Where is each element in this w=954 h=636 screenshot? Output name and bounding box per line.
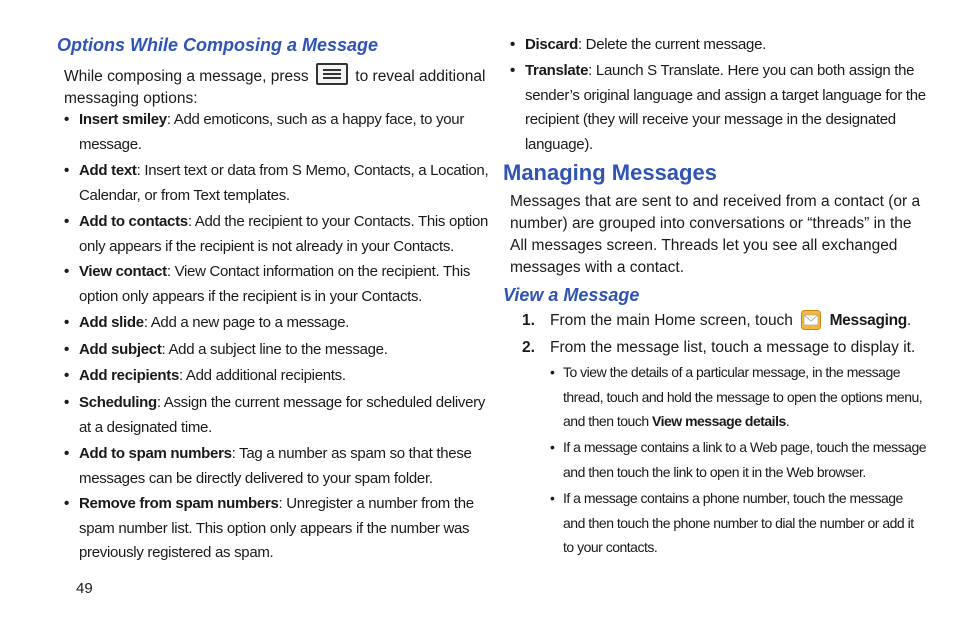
bullet-icon: •	[64, 263, 69, 280]
step-end: .	[906, 312, 912, 329]
bullet-icon: •	[550, 364, 555, 380]
option-desc-cont: messages can be directly delivered to your spam folder.	[79, 469, 433, 487]
option-desc-cont: at a designated time.	[79, 418, 212, 436]
option-desc-cont: only appears if the recipient is not already in your Contacts.	[79, 237, 454, 255]
bullet-icon: •	[64, 314, 69, 331]
option-item	[64, 210, 489, 259]
option-item	[64, 108, 465, 157]
option-desc-cont: previously registered as spam.	[79, 544, 274, 561]
step-bold-term: Messaging	[829, 312, 907, 329]
sub-end: .	[785, 413, 790, 429]
bullet-icon: •	[550, 490, 555, 506]
managing-line: Messages that are sent to and received from a contact (or a	[510, 193, 921, 210]
bullet-icon: •	[64, 341, 69, 358]
step-number: 2.	[522, 339, 535, 356]
bullet-icon: •	[510, 36, 515, 53]
option-term: Insert smiley	[79, 111, 167, 128]
sub-bullet-phone-number	[550, 486, 914, 560]
option-desc: : Add a new page to a message.	[143, 314, 350, 331]
option-item	[64, 260, 471, 309]
bullet-icon: •	[64, 213, 69, 230]
intro-text-before: While composing a message, press	[64, 68, 309, 85]
option-term: Discard	[525, 36, 578, 53]
sub-line: and then touch the phone number to dial the number or add it	[563, 514, 914, 531]
sub-line: If a message contains a phone number, touch the message	[563, 490, 903, 506]
bullet-icon: •	[64, 367, 69, 384]
step-text: From the main Home screen, touch	[550, 312, 793, 329]
managing-line: messages with a contact.	[510, 259, 685, 276]
option-desc: : Add additional recipients.	[179, 367, 346, 384]
option-desc-cont: message.	[79, 135, 142, 153]
managing-line: All messages screen. Threads let you see all exchanged	[510, 237, 898, 254]
option-desc: : Add emoticons, such as a happy face, to your	[166, 111, 465, 128]
option-item-discard	[510, 33, 767, 58]
option-desc-cont: Calendar, or from Text templates.	[79, 186, 290, 204]
step-1	[522, 310, 912, 332]
bullet-icon: •	[64, 111, 69, 128]
option-term: Add slide	[79, 314, 144, 331]
option-item-translate	[510, 59, 926, 157]
option-term: Add subject	[79, 341, 162, 358]
option-item	[64, 338, 388, 363]
intro-text-after: to reveal additional	[355, 68, 486, 85]
option-term: Add to spam numbers	[79, 445, 232, 462]
bullet-icon: •	[64, 162, 69, 179]
option-desc: : View Contact information on the recipient. This	[166, 263, 471, 280]
bullet-icon: •	[510, 62, 515, 79]
menu-key-icon	[316, 63, 348, 85]
option-item	[64, 442, 472, 491]
option-term: Translate	[525, 62, 589, 79]
option-item	[64, 391, 486, 440]
option-item	[64, 492, 474, 566]
option-desc: : Add the recipient to your Contacts. This option	[187, 213, 489, 230]
sub-line: and then touch	[563, 413, 653, 429]
intro-text-line2: messaging options:	[64, 90, 198, 107]
bullet-icon: •	[64, 495, 69, 512]
sub-line: thread, touch and hold the message to open the options menu,	[563, 388, 923, 405]
step-number: 1.	[522, 312, 535, 329]
step-text: From the message list, touch a message to display it.	[550, 339, 916, 356]
option-desc: : Tag a number as spam so that these	[231, 445, 472, 462]
option-desc-cont: recipient (they will receive your message in the designated	[525, 111, 896, 128]
option-desc: : Assign the current message for scheduled delivery	[156, 394, 486, 411]
sub-line: to your contacts.	[563, 539, 658, 555]
sub-bullet-web-link	[550, 435, 927, 484]
sub-line: To view the details of a particular message, in the message	[563, 364, 901, 380]
option-desc-cont: spam number list. This option only appears if the number was	[79, 519, 470, 537]
page-number: 49	[76, 580, 93, 597]
option-term: Add to contacts	[79, 213, 188, 230]
option-desc: : Launch S Translate. Here you can both assign the	[588, 62, 915, 79]
sub-line: If a message contains a link to a Web page, touch the message	[563, 439, 927, 455]
option-desc-cont: option only appears if the recipient is in your Contacts.	[79, 287, 423, 305]
managing-line: number) are grouped into conversations or “threads” in the	[510, 215, 912, 232]
section-heading-managing: Managing Messages	[503, 160, 717, 185]
option-desc: : Insert text or data from S Memo, Contacts, a Location,	[136, 162, 489, 179]
sub-bold-term: View message details	[652, 413, 786, 429]
step-2	[522, 337, 916, 359]
option-term: Scheduling	[79, 394, 157, 411]
intro-paragraph	[64, 63, 485, 110]
option-term: Add recipients	[79, 367, 179, 384]
sub-line: and then touch the link to open it in the Web browser.	[563, 463, 866, 480]
section-heading-view: View a Message	[503, 285, 640, 305]
option-term: Add text	[79, 162, 137, 179]
option-term: View contact	[79, 263, 167, 280]
option-desc: : Delete the current message.	[577, 36, 767, 53]
bullet-icon: •	[64, 445, 69, 462]
option-desc-cont: sender’s original language and assign a target language for the	[525, 86, 926, 104]
bullet-icon: •	[550, 439, 555, 455]
option-term: Remove from spam numbers	[79, 495, 279, 512]
section-heading-options: Options While Composing a Message	[57, 35, 379, 55]
sub-bullet-view-details	[550, 360, 923, 434]
option-item	[64, 364, 346, 389]
option-desc: : Unregister a number from the	[278, 495, 474, 512]
option-desc: : Add a subject line to the message.	[161, 341, 388, 358]
bullet-icon: •	[64, 394, 69, 411]
option-item	[64, 159, 489, 208]
option-desc-cont: language).	[525, 135, 593, 153]
messaging-icon	[801, 310, 821, 330]
managing-paragraph	[510, 191, 920, 279]
option-item	[64, 311, 350, 336]
